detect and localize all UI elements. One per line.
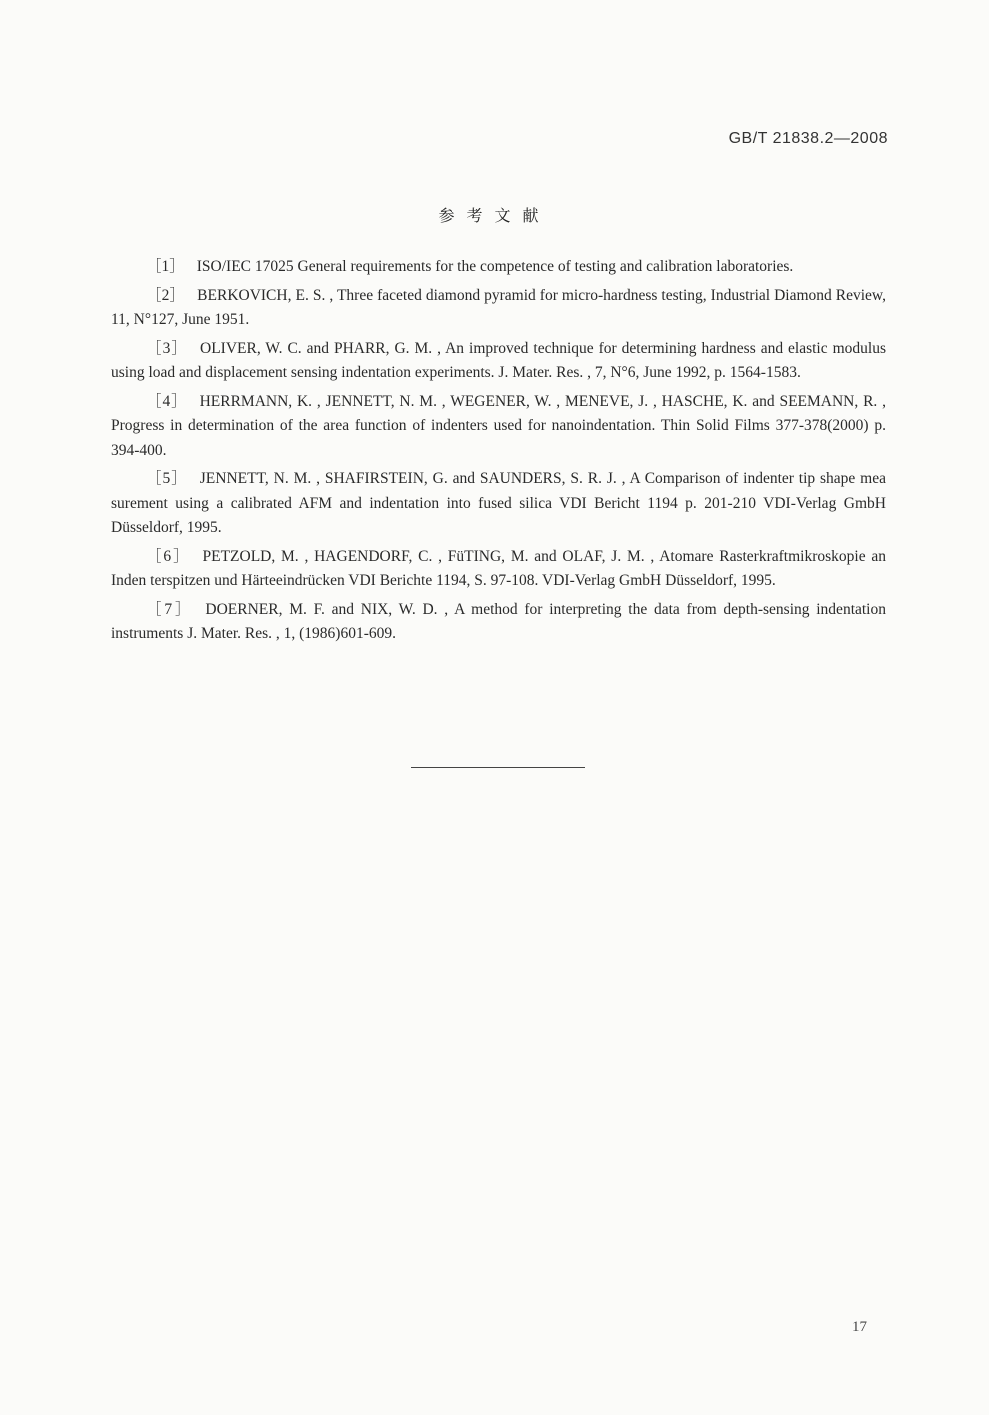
reference-item bbox=[111, 390, 886, 464]
reference-text: OLIVER, W. C. and PHARR, G. M. , An improved technique for determining hardness and elastic modulus using load and displacement sensing indentation experiments. J. Mater. Res. , 7, N°6, June 1992, p. 1564-1583. bbox=[111, 339, 886, 381]
standard-code: GB/T 21838.2—2008 bbox=[728, 130, 888, 147]
reference-number: ［3］ bbox=[146, 339, 189, 357]
reference-text: BERKOVICH, E. S. , Three faceted diamond pyramid for micro-hardness testing, Industrial Diamond Review, 11, N°127, June 1951. bbox=[111, 286, 886, 328]
reference-item bbox=[111, 545, 886, 594]
reference-item bbox=[111, 598, 886, 647]
reference-number: ［2］ bbox=[146, 286, 186, 304]
reference-number: ［7］ bbox=[146, 600, 194, 618]
reference-item bbox=[111, 337, 886, 386]
end-divider bbox=[411, 767, 585, 768]
reference-text: HERRMANN, K. , JENNETT, N. M. , WEGENER, W. , MENEVE, J. , HASCHE, K. and SEEMANN, R. , Progress in determination of the area function of indenters used for nanoindentation. Thin Solid Films 377-378(2000) p. 394-400. bbox=[111, 392, 886, 459]
section-title: 参考文献 bbox=[438, 206, 551, 225]
reference-number: ［6］ bbox=[146, 547, 191, 565]
page-number: 17 bbox=[852, 1319, 867, 1335]
reference-number: ［5］ bbox=[146, 470, 188, 487]
reference-text: ISO/IEC 17025 General requirements for the competence of testing and calibration laboratories. bbox=[196, 258, 794, 275]
reference-text: DOERNER, M. F. and NIX, W. D. , A method for interpreting the data from depth-sensing indentation instruments J. Mater. Res. , 1, (1986)601-609. bbox=[111, 600, 886, 642]
reference-text: PETZOLD, M. , HAGENDORF, C. , FüTING, M. and OLAF, J. M. , Atomare Rasterkraftmikroskopie an Inden terspitzen und Härteeindrücken VDI Berichte 1194, S. 97-108. VDI-Verlag GmbH Düsseldorf, 1995. bbox=[111, 547, 886, 589]
reference-text: JENNETT, N. M. , SHAFIRSTEIN, G. and SAUNDERS, S. R. J. , A Comparison of indenter tip shape mea surement using a calibrated AFM and indentation into fused silica VDI Bericht 1194 p. 201-210 VDI-Verlag GmbH Düsseldorf, 1995. bbox=[111, 470, 886, 536]
reference-item bbox=[111, 284, 886, 333]
reference-item bbox=[111, 467, 886, 541]
reference-item bbox=[111, 255, 886, 280]
reference-number: ［1］ bbox=[146, 258, 185, 275]
reference-number: ［4］ bbox=[146, 392, 188, 410]
reference-list bbox=[111, 255, 886, 651]
